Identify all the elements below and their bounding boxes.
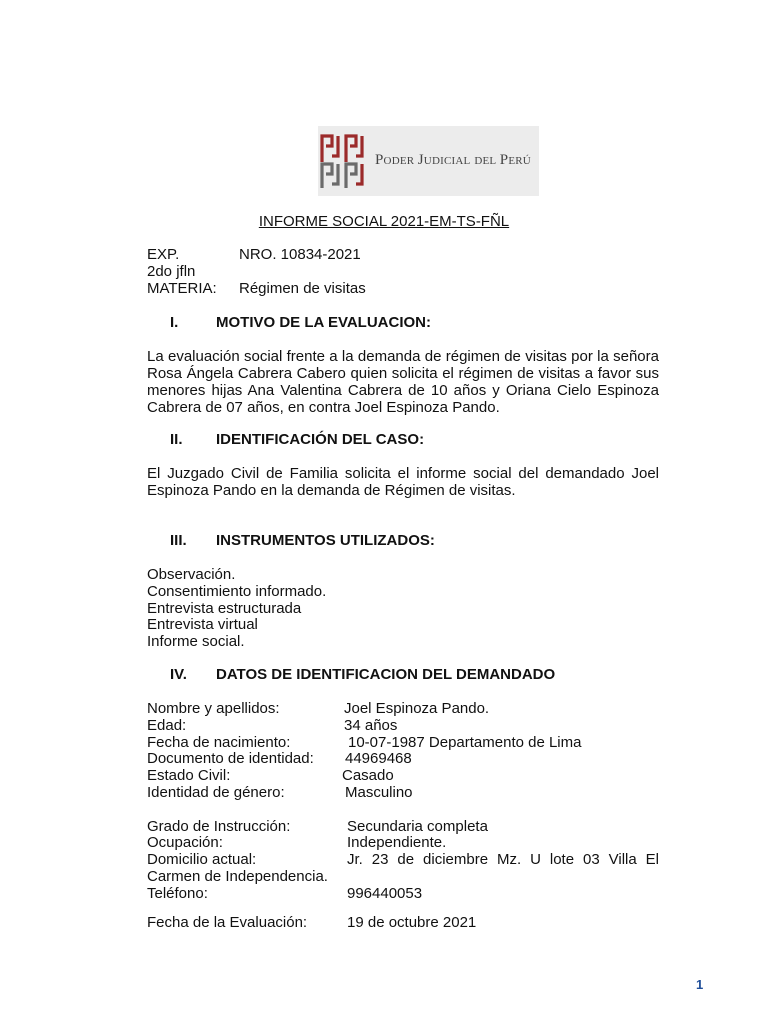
report-title: INFORME SOCIAL 2021-EM-TS-FÑL [258,213,510,230]
nombre-value: Joel Espinoza Pando. [344,700,490,717]
list-item: Observación. [147,566,236,583]
estado-civil-value: Casado [342,767,394,784]
logo-wordmark: Poder Judicial del Perú [375,152,531,168]
list-item: Consentimiento informado. [147,583,327,600]
documento-label: Documento de identidad: [147,750,314,767]
exp-label: EXP. [147,246,180,263]
page-number: 1 [696,977,704,992]
nacimiento-label: Fecha de nacimiento: [147,734,291,751]
genero-label: Identidad de género: [147,784,285,801]
section-2-paragraph: El Juzgado Civil de Familia solicita el informe social del demandado Joel Espinoza Pando en la demanda de Régimen de visitas. [147,465,659,499]
materia-label: MATERIA: [147,280,217,297]
domicilio-value: Jr. 23 de diciembre Mz. U lote 03 Villa El [347,851,659,868]
edad-value: 34 años [344,717,398,734]
documento-value: 44969468 [345,750,412,767]
ocupacion-value: Independiente. [347,834,447,851]
poder-judicial-logo [318,126,539,196]
telefono-value: 996440053 [347,885,423,902]
materia-value: Régimen de visitas [239,280,366,297]
edad-label: Edad: [147,717,187,734]
nacimiento-value: 10-07-1987 Departamento de Lima [348,734,582,751]
instruccion-label: Grado de Instrucción: [147,818,291,835]
list-item: Entrevista virtual [147,616,258,633]
domicilio-continuation: Carmen de Independencia. [147,868,328,885]
list-item: Entrevista estructurada [147,600,302,617]
pj-emblem-icon [318,126,374,196]
genero-value: Masculino [345,784,413,801]
exp-value: NRO. 10834-2021 [239,246,361,263]
estado-civil-label: Estado Civil: [147,767,231,784]
document-page: Poder Judicial del Perú INFORME SOCIAL 2021-EM-TS-FÑL EXP. NRO. 10834-2021 2do jfln MATERIA: Régimen de visitas I. MOTIVO DE LA EVALUACION: La evaluación social frente a la demanda de régimen de visitas por la señora Rosa Ángela Cabrera Cabero quien solicita el régimen de visitas a favor sus menores hijas Ana Valentina Cabrera de 10 años y Oriana Cielo Espinoza Cabrera de 07 años, en contra Joel Espinoza Pando. II. IDENTIFICACIÓN DEL CASO: El Juzgado Civil de Familia solicita el informe social del demandado Joel Espinoza Pando en la demanda de Régimen de visitas. III. INSTRUMENTOS UTILIZADOS: Observación. Consentimiento informado. Entrevista estructurada Entrevista virtual Informe social. IV. DATOS DE IDENTIFICACION DEL DEMANDADO Nombre y apellidos: Joel Espinoza Pando. Edad: 34 años Fecha de nacimiento: 10-07-1987 Departamento de Lima Documento de identidad: 44969468 Estado Civil: Casado Identidad de género: Masculino Grado de Instrucción: Secundaria completa Ocupación: Independiente. Domicilio actual: Jr. 23 de diciembre Mz. U lote 03 Villa El Carmen de Independencia. Teléfono: 996440053 Fecha de la Evaluación: 19 de octubre 2021 1 [0,0,768,1024]
list-item: Informe social. [147,633,245,650]
instruccion-value: Secundaria completa [347,818,488,835]
evaluacion-label: Fecha de la Evaluación: [147,914,308,931]
ocupacion-label: Ocupación: [147,834,223,851]
juzgado-code: 2do jfln [147,263,196,280]
domicilio-label: Domicilio actual: [147,851,257,868]
nombre-label: Nombre y apellidos: [147,700,280,717]
evaluacion-value: 19 de octubre 2021 [347,914,477,931]
section-1-paragraph: La evaluación social frente a la demanda de régimen de visitas por la señora Rosa Ángela Cabrera Cabero quien solicita el régimen de visitas a favor sus menores hijas Ana Valentina Cabrera de 10 años y Oriana Cielo Espinoza Cabrera de 07 años, en contra Joel Espinoza Pando. [147,348,659,416]
telefono-label: Teléfono: [147,885,208,902]
